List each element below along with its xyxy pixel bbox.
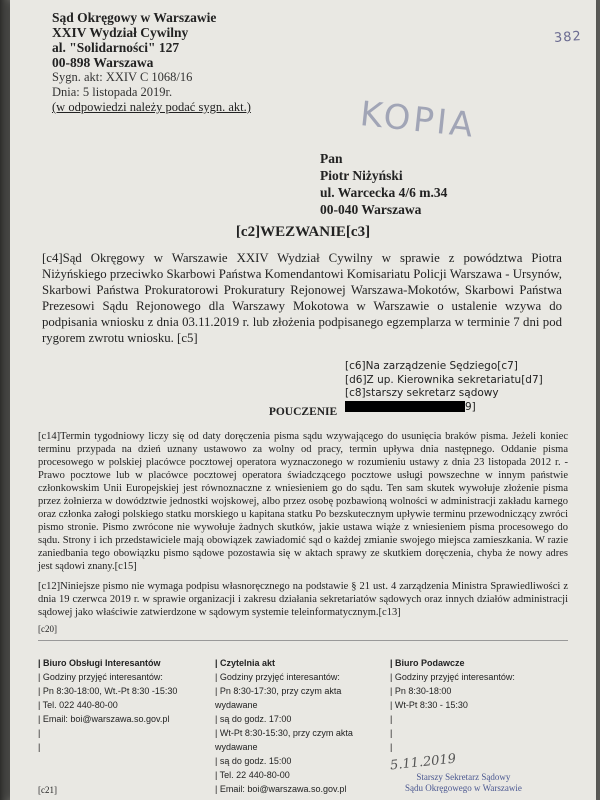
stamp-line-2: Sądu Okręgowego w Warszawie: [405, 783, 522, 793]
footer-divider: [38, 640, 568, 641]
signature-suffix: 9]: [465, 400, 476, 413]
footer-line: | Email: boi@warszawa.so.gov.pl: [38, 714, 170, 724]
footer-line: | są do godz. 15:00: [215, 756, 292, 766]
footer-line: | Pn 8:30-18:00: [390, 686, 452, 696]
addressee-salutation: Pan: [320, 151, 343, 166]
footer-line: |: [390, 714, 393, 724]
footer-line: |: [38, 728, 41, 738]
marker-c21: [c21]: [38, 785, 57, 795]
court-postcode: 00-898 Warszawa: [52, 55, 154, 70]
footer-line: | Email: boi@warszawa.so.gov.pl: [215, 784, 347, 794]
case-reference: Sygn. akt: XXIV C 1068/16: [52, 70, 193, 84]
marker-c20: [c20]: [38, 624, 57, 634]
handwritten-signature: 5.11.2019: [389, 751, 457, 774]
handwritten-page-number: 382: [553, 29, 583, 46]
kopia-stamp: KOPIA: [358, 94, 478, 146]
footer-line: |: [390, 728, 393, 738]
footer-line: | są do godz. 17:00: [215, 714, 292, 724]
signature-line-2: [d6]Z up. Kierownika sekretariatu[d7]: [345, 373, 543, 386]
footer-col-title: | Biuro Obsługi Interesantów: [38, 658, 161, 668]
footer-line: | Tel. 22 440-80-00: [215, 770, 290, 780]
no-signature-note: [c12]Niniejsze pismo nie wymaga podpisu własnoręcznego na podstawie § 21 ust. 4 zarządzenia Ministra Sprawiedliwości z dnia 19 czerwca 2019 r. w sprawie organizacji i zakresu działania sekretariatów sądowych oraz innych działów administracji sądowej jako właściwie zatwierdzone w sądowym systemie teleinformatycznym.[c13]: [38, 581, 568, 618]
footer-col-czytelnia: [215, 656, 385, 796]
signature-role: [c8]starszy sekretarz sądowy: [345, 387, 499, 399]
pouczenie-heading: POUCZENIE: [268, 406, 338, 418]
document-title: [c2]WEZWANIE[c3]: [235, 224, 371, 240]
court-name: Sąd Okręgowy w Warszawie: [52, 10, 217, 25]
reply-note: (w odpowiedzi należy podać sygn. akt.): [52, 100, 251, 114]
footer-col-title: | Czytelnia akt: [215, 658, 276, 668]
footer-line: | Pn 8:30-17:30, przy czym akta wydawane: [215, 686, 342, 710]
footer-col-boi: [38, 656, 198, 754]
signature-line-1: [c6]Na zarządzenie Sędziego[c7]: [345, 360, 518, 372]
addressee-block: [320, 150, 447, 218]
footer-line: | Godziny przyjęć interesantów:: [38, 672, 163, 682]
footer-line: | Tel. 022 440-80-00: [38, 700, 118, 710]
secretary-stamp: [405, 772, 522, 794]
footer-line: |: [38, 742, 41, 752]
summons-body: [c4]Sąd Okręgowy w Warszawie XXIV Wydział Cywilny w sprawie z powództwa Piotra Niżyńskiego przeciwko Skarbowi Państwa Komendantowi Komisariatu Policji Warszawa - Ursynów, Skarbowi Państwa Prokuratorowi Prokuratury Rejonowej Warszawa-Mokotów, Skarbowi Państwa Prezesowi Sądu Rejonowego dla Warszawy Mokotowa w Warszawie o ustalenie wzywa do podpisania wniosku z dnia 03.11.2019 r. lub złożenia podpisanego egzemplarza w terminie 7 dni pod rygorem zwrotu wniosku. [c5]: [42, 251, 562, 345]
footer-line: | Wt-Pt 8:30-15:30, przy czym akta wydawane: [215, 728, 353, 752]
page-edge-shadow: [0, 0, 10, 800]
court-street: al. "Solidarności" 127: [52, 40, 180, 55]
court-header: [52, 10, 251, 115]
addressee-street: ul. Warcecka 4/6 m.34: [320, 185, 448, 200]
footer-line: | Pn 8:30-18:00, Wt.-Pt 8:30 -15:30: [38, 686, 178, 696]
court-division: XXIV Wydział Cywilny: [52, 25, 189, 40]
document-sheet: [10, 0, 596, 800]
footer-line: | Godziny przyjęć interesantów:: [390, 672, 515, 682]
letter-date: Dnia: 5 listopada 2019r.: [52, 85, 173, 99]
footer-col-title: | Biuro Podawcze: [390, 658, 465, 668]
footer-line: | Wt-Pt 8:30 - 15:30: [390, 700, 468, 710]
footer-line: |: [390, 742, 393, 752]
addressee-city: 00-040 Warszawa: [320, 202, 422, 217]
addressee-name: Piotr Niżyński: [320, 168, 403, 183]
pouczenie-text: [c14]Termin tygodniowy liczy się od daty doręczenia pisma sądu wzywającego do usunięcia braków pisma. Jeżeli koniec terminu przypada na dzień uznany ustawowo za wolny od pracy, termin upływa dnia następnego. Oddanie pisma procesowego w polskiej placówce pocztowej operatora wyznaczonego w rozumieniu ustawy z dnia 23 listopada 2012 r. - Prawo pocztowe lub w placówce pocztowej operatora świadczącego pocztowe usługi powszechne w innym państwie członkowskim Unii Europejskiej jest równoznaczne z wniesieniem go do sądu. Ten sam skutek wywołuje złożenie pisma przez żołnierza w dowództwie jednostki wojskowej, albo przez osobę pozbawioną wolności w administracji zakładu karnego oraz członka załogi polskiego statku morskiego u kapitana statku Po bezskutecznym upływie terminu przewodniczący zwróci pismo stronie. Pismo zwrócone nie wywołuje żadnych skutków, jakie ustawa wiąże z wniesieniem pisma procesowego do sądu. Strony i ich przedstawiciele mają obowiązek zawiadomić sąd o każdej zmianie swojego miejsca zamieszkania. W razie zaniedbania tego obowiązku pismo sądowe pozostawia się w aktach sprawy ze skutkiem doręczenia, chyba że nowy adres jest sądowi znany.[c15]: [38, 431, 568, 572]
footer-col-podawcze: [390, 656, 540, 754]
footer-line: | Godziny przyjęć interesantów:: [215, 672, 340, 682]
stamp-line-1: Starszy Sekretarz Sądowy: [416, 772, 511, 782]
